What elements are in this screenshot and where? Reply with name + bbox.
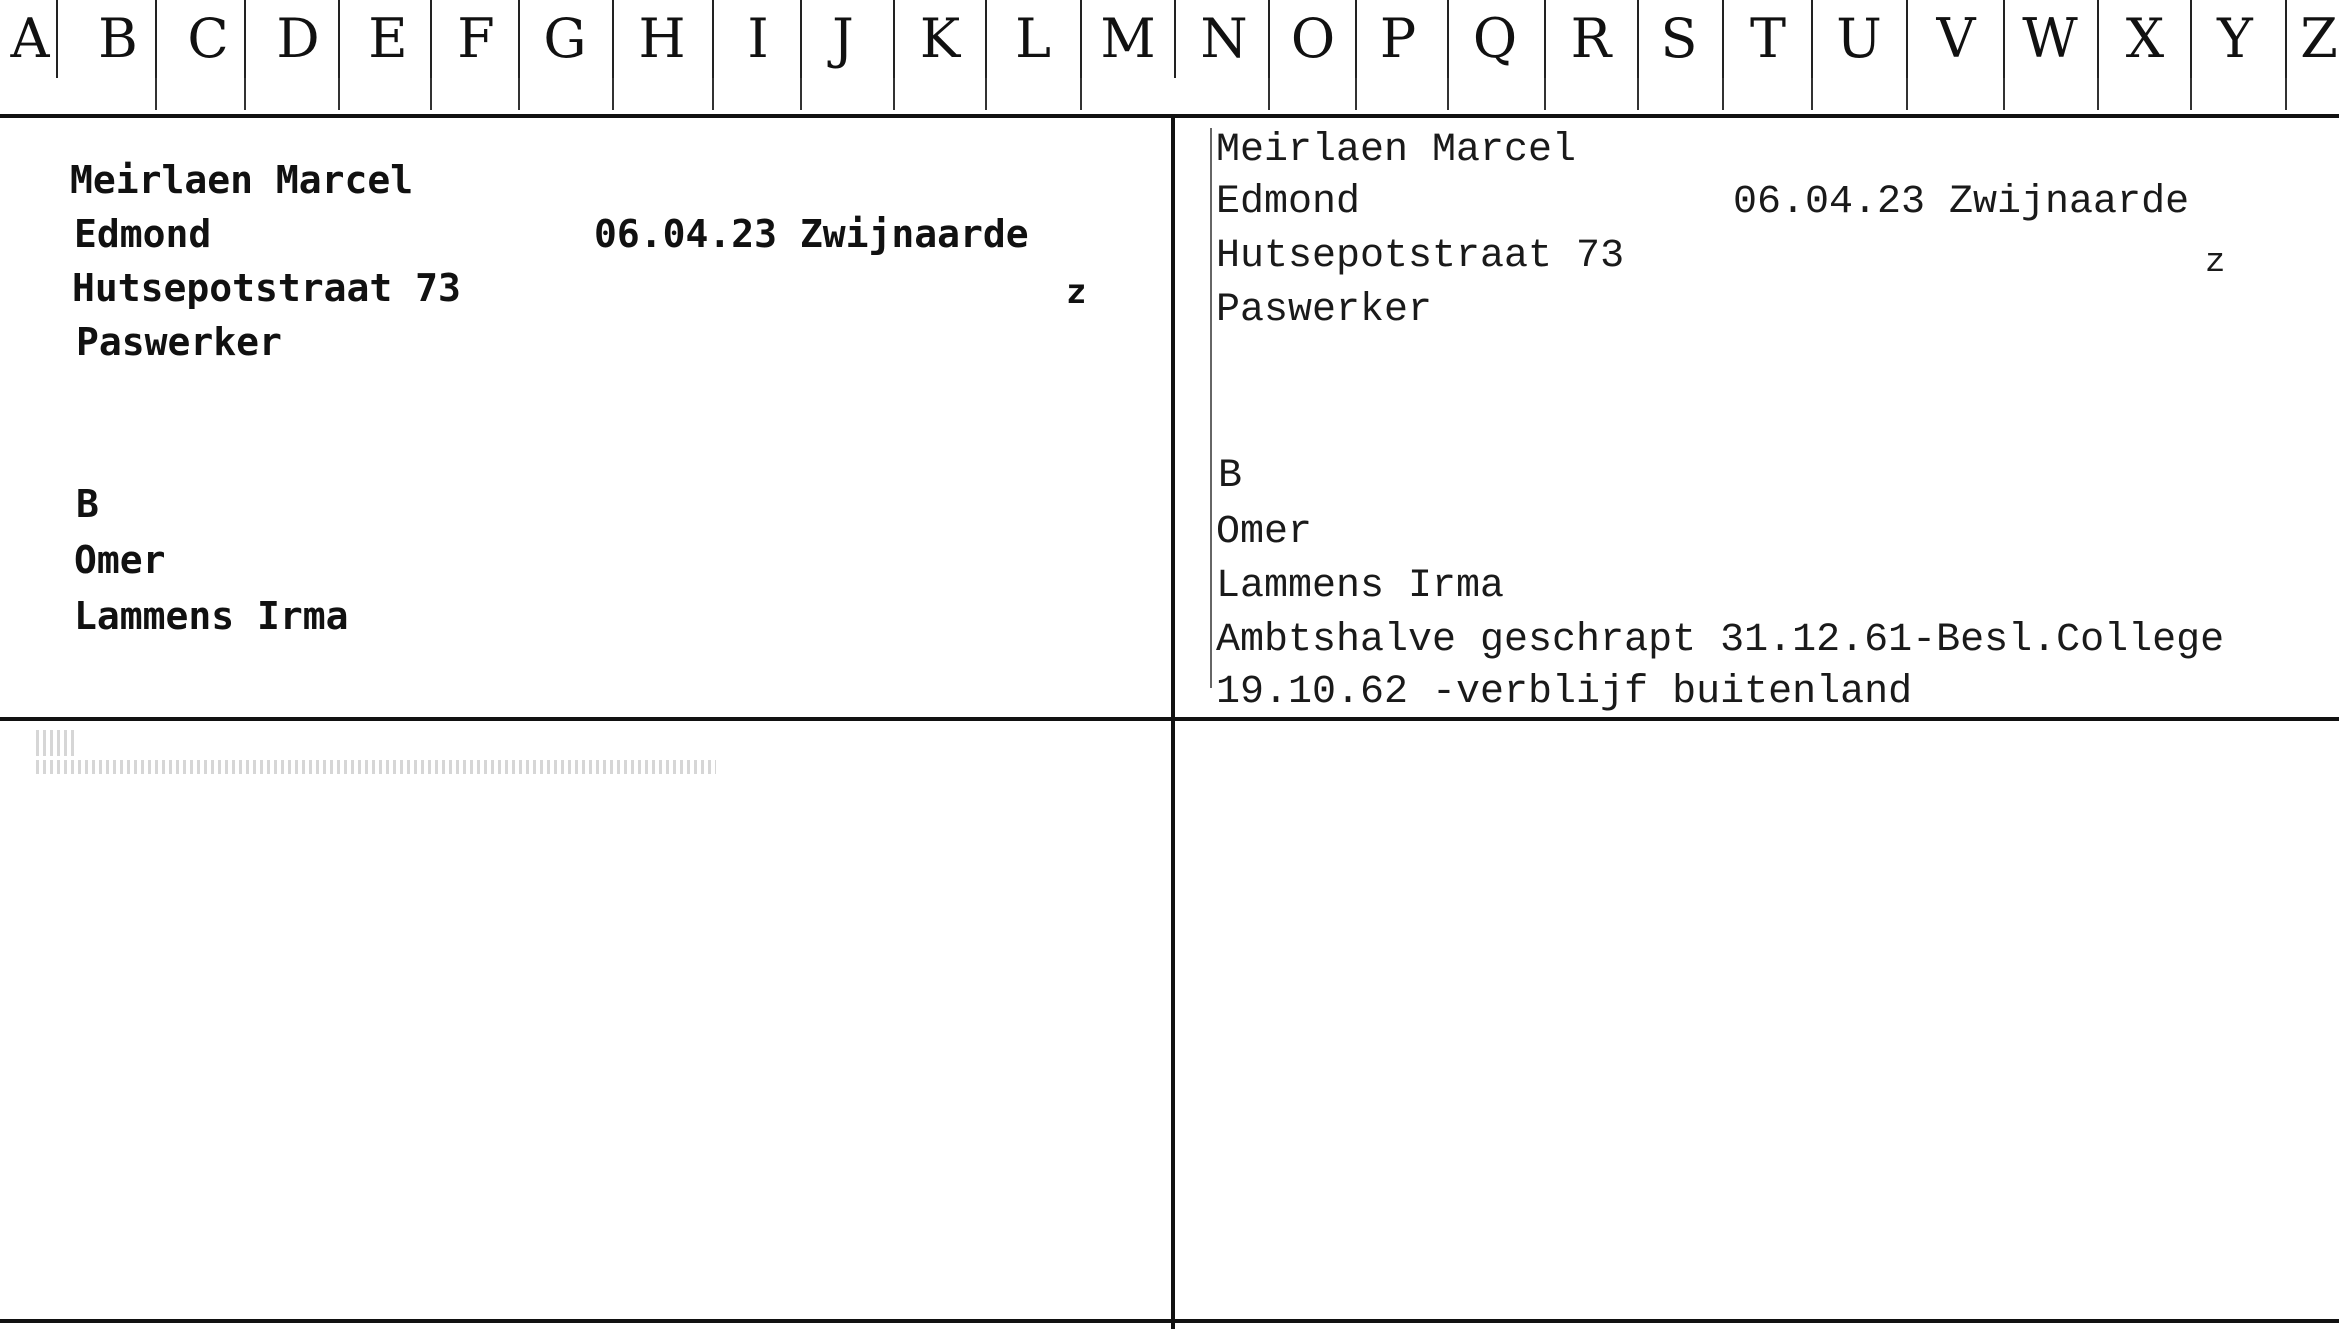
father-name: Omer	[74, 538, 166, 582]
index-letter-f: F	[457, 7, 495, 70]
remark-line: Ambtshalve geschrapt 31.12.61-Besl.College	[1216, 618, 2225, 663]
second-name: Edmond	[1216, 180, 1361, 225]
index-divider	[244, 0, 246, 78]
index-divider	[1544, 0, 1546, 78]
index-letter-q: Q	[1472, 7, 1518, 70]
card-bottom-line	[0, 1319, 2339, 1323]
index-tick	[1722, 78, 1724, 110]
index-letter-v: V	[1936, 7, 1976, 70]
mother-name: Lammens Irma	[74, 594, 349, 638]
index-divider	[430, 0, 432, 78]
index-letter-z: Z	[2300, 7, 2338, 70]
occupation: Paswerker	[1216, 288, 1433, 333]
index-tick	[2190, 78, 2192, 110]
index-letter-t: T	[1749, 7, 1787, 70]
index-divider	[800, 0, 802, 78]
code-mark: z	[2205, 244, 2226, 282]
record-card-right	[1175, 118, 2339, 717]
index-tick	[800, 78, 802, 110]
index-letter-b: B	[98, 7, 138, 70]
faded-smudge	[36, 730, 76, 756]
index-letter-x: X	[2125, 7, 2165, 70]
index-letter-j: J	[832, 7, 854, 70]
index-letter-u: U	[1836, 7, 1882, 70]
address: Hutsepotstraat 73	[72, 266, 461, 310]
index-letter-l: L	[1015, 7, 1051, 70]
index-divider	[2190, 0, 2192, 78]
index-divider	[1447, 0, 1449, 78]
index-tick	[518, 78, 520, 110]
index-tick	[1355, 78, 1357, 110]
index-divider	[893, 0, 895, 78]
index-divider	[2003, 0, 2005, 78]
index-tick	[1080, 78, 1082, 110]
index-divider	[155, 0, 157, 78]
index-letter-g: G	[543, 7, 587, 70]
alphabet-index-strip	[0, 0, 2339, 118]
index-letter-e: E	[368, 7, 408, 70]
index-divider	[612, 0, 614, 78]
index-divider	[985, 0, 987, 78]
index-letter-y: Y	[2217, 7, 2253, 70]
index-letter-r: R	[1570, 7, 1612, 70]
index-tick	[612, 78, 614, 110]
index-tick	[893, 78, 895, 110]
index-tick	[1447, 78, 1449, 110]
index-tick	[985, 78, 987, 110]
index-tick	[1268, 78, 1270, 110]
letter-mark: B	[76, 482, 99, 526]
index-letter-d: D	[276, 7, 320, 70]
index-tick	[1811, 78, 1813, 110]
code-mark: z	[1066, 272, 1087, 312]
index-letter-k: K	[919, 7, 961, 70]
index-divider	[1906, 0, 1908, 78]
index-divider	[1174, 0, 1176, 78]
index-tick	[2097, 78, 2099, 110]
index-divider	[1268, 0, 1270, 78]
letter-mark: B	[1218, 454, 1243, 499]
index-divider	[338, 0, 340, 78]
address: Hutsepotstraat 73	[1216, 234, 1625, 279]
index-tick	[1637, 78, 1639, 110]
record-card-left	[0, 118, 1171, 717]
index-divider	[1811, 0, 1813, 78]
name-line: Meirlaen Marcel	[70, 158, 414, 202]
index-divider	[2097, 0, 2099, 78]
birth-date-place: 06.04.23 Zwijnaarde	[594, 212, 1029, 256]
index-divider	[2285, 0, 2287, 78]
name-line: Meirlaen Marcel	[1216, 128, 1577, 173]
index-divider	[518, 0, 520, 78]
mother-name: Lammens Irma	[1216, 564, 1505, 609]
index-tick	[1906, 78, 1908, 110]
index-divider	[1355, 0, 1357, 78]
index-letter-o: O	[1290, 7, 1336, 70]
index-tick	[430, 78, 432, 110]
occupation: Paswerker	[76, 320, 282, 364]
index-divider	[1722, 0, 1724, 78]
index-divider	[56, 0, 58, 78]
index-letter-i: I	[747, 7, 769, 70]
index-letter-a: A	[10, 7, 50, 70]
index-tick	[244, 78, 246, 110]
index-divider	[1637, 0, 1639, 78]
index-tick	[2003, 78, 2005, 110]
index-tick	[155, 78, 157, 110]
remark-line: 19.10.62 -verblijf buitenland	[1216, 670, 1913, 715]
index-letter-c: C	[187, 7, 229, 70]
birth-date-place: 06.04.23 Zwijnaarde	[1733, 180, 2190, 225]
index-divider	[1080, 0, 1082, 78]
index-tick	[2285, 78, 2287, 110]
index-tick	[338, 78, 340, 110]
second-name: Edmond	[74, 212, 212, 256]
index-tick	[1544, 78, 1546, 110]
index-letter-h: H	[638, 7, 686, 70]
index-letter-m: M	[1100, 7, 1156, 70]
index-letter-p: P	[1379, 7, 1417, 70]
index-letter-n: N	[1200, 7, 1248, 70]
index-letter-s: S	[1660, 7, 1698, 70]
father-name: Omer	[1216, 510, 1313, 555]
index-divider	[712, 0, 714, 78]
index-letter-w: W	[2022, 7, 2078, 70]
faded-smudge	[36, 760, 716, 774]
card-divider-left	[0, 717, 1171, 721]
index-tick	[712, 78, 714, 110]
